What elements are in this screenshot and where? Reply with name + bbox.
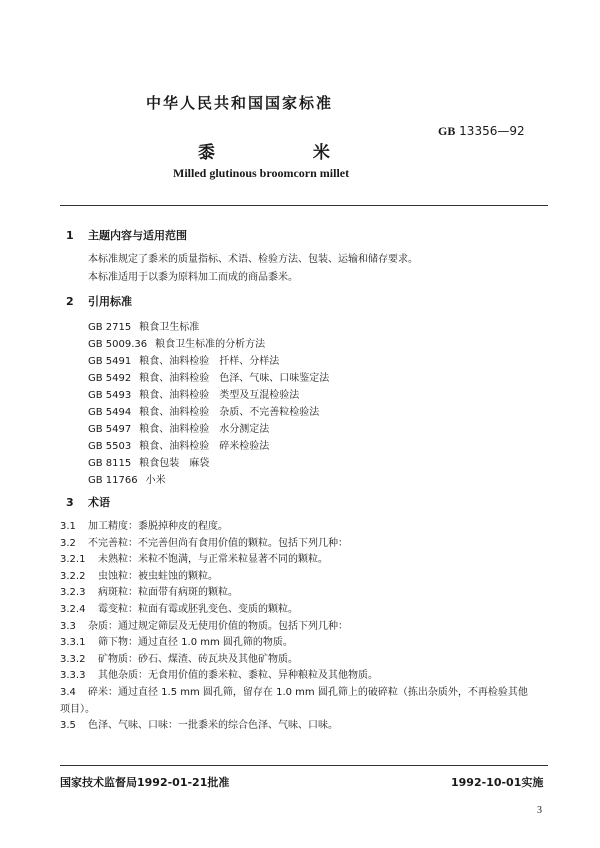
- term-number: 3.5: [60, 720, 76, 732]
- term-item: [60, 617, 348, 632]
- document-title-english: Milled glutinous broomcorn millet: [173, 166, 350, 180]
- term-number: 3.2: [60, 537, 76, 549]
- standard-number: [438, 124, 525, 139]
- document-title: 黍 米: [198, 143, 376, 163]
- section-2-heading: 2 引用标准: [66, 295, 132, 308]
- approval-line: 国家技术监督局1992-01-21批准: [60, 776, 230, 789]
- reference-title: 粮食、油料检验 碎米检验法: [139, 441, 270, 452]
- term-number: 3.4: [60, 687, 76, 698]
- reference-item: [88, 352, 279, 367]
- term-number: 3.3.1: [60, 637, 86, 649]
- reference-item: [88, 471, 166, 486]
- reference-code: GB 5491: [88, 356, 132, 367]
- reference-item: [88, 454, 209, 469]
- section-1-paragraph: 本标准规定了黍米的质量指标、术语、检验方法、包装、运输和储存要求。: [88, 254, 418, 265]
- term-item: [60, 683, 528, 698]
- reference-title: 粮食、油料检验 水分测定法: [139, 424, 270, 435]
- term-text: 筛下物：通过直径 1.0 mm 圆孔筛的物质。: [98, 637, 293, 649]
- term-item: [60, 666, 378, 681]
- term-item: [60, 534, 348, 549]
- reference-item: [88, 335, 265, 350]
- term-text: 碎米：通过直径 1.5 mm 圆孔筛，留存在 1.0 mm 圆孔筛上的破碎粒（拣出杂质外，不再检验其他: [88, 687, 528, 698]
- reference-item: [88, 403, 319, 418]
- reference-code: GB 2715: [88, 322, 132, 333]
- reference-code: GB 5493: [88, 390, 132, 401]
- page-number: 3: [537, 805, 542, 816]
- term-item: [60, 583, 238, 598]
- term-item: [60, 716, 338, 731]
- reference-title: 粮食、油料检验 类型及互混检验法: [139, 390, 300, 401]
- term-number: 3.2.3: [60, 587, 86, 599]
- header-divider: [60, 205, 548, 206]
- reference-code: GB 11766: [88, 475, 138, 486]
- section-1-heading: 1 主题内容与适用范围: [66, 229, 187, 242]
- reference-code: GB 5497: [88, 424, 132, 435]
- term-text: 加工精度：黍脱掉种皮的程度。: [88, 521, 228, 532]
- term-text: 杂质：通过规定筛层及无使用价值的物质。包括下列几种：: [88, 620, 348, 632]
- term-text: 项目）。: [60, 703, 95, 715]
- term-number: 3.2.4: [60, 604, 86, 615]
- term-item: [60, 600, 298, 615]
- reference-item: [88, 369, 329, 384]
- term-text: 霉变粒：粒面有霉或胚乳变色、变质的颗粒。: [98, 604, 298, 615]
- reference-title: 粮食卫生标准的分析方法: [155, 339, 266, 350]
- term-text: 其他杂质：无食用价值的黍米粒、黍粒、异种粮粒及其他物质。: [98, 670, 378, 682]
- reference-code: GB 8115: [88, 458, 132, 469]
- reference-title: 粮食包装 麻袋: [139, 458, 210, 469]
- standard-code: 13356—92: [459, 124, 525, 138]
- reference-code: GB 5503: [88, 441, 132, 452]
- term-number: 3.3.3: [60, 670, 86, 682]
- term-item: [60, 650, 298, 665]
- footer-divider: [60, 765, 548, 766]
- term-text: 病斑粒：粒面带有病斑的颗粒。: [98, 587, 238, 599]
- reference-code: GB 5494: [88, 407, 132, 418]
- term-item: [60, 517, 228, 532]
- section-3-heading: 3 术语: [66, 496, 110, 509]
- term-item: [60, 700, 95, 715]
- term-text: 矿物质：砂石、煤渣、砖瓦块及其他矿物质。: [98, 653, 298, 665]
- reference-title: 粮食、油料检验 杂质、不完善粒检验法: [139, 407, 320, 418]
- standard-prefix: GB: [438, 124, 456, 138]
- term-text: 不完善粒：不完善但尚有食用价值的颗粒。包括下列几种：: [88, 537, 348, 549]
- section-1-paragraph: 本标准适用于以黍为原料加工而成的商品黍米。: [88, 272, 298, 283]
- term-text: 色泽、气味、口味：一批黍米的综合色泽、气味、口味。: [88, 720, 338, 732]
- reference-code: GB 5009.36: [88, 339, 148, 350]
- term-number: 3.2.2: [60, 570, 86, 582]
- term-number: 3.3.2: [60, 653, 86, 665]
- reference-code: GB 5492: [88, 373, 132, 384]
- reference-title: 粮食卫生标准: [139, 322, 200, 333]
- term-item: [60, 550, 328, 565]
- term-item: [60, 633, 293, 648]
- reference-title: 粮食、油料检验 色泽、气味、口味鉴定法: [139, 373, 330, 384]
- reference-item: [88, 318, 199, 333]
- term-text: 虫蚀粒：被虫蛀蚀的颗粒。: [98, 570, 218, 582]
- reference-title: 粮食、油料检验 扦样、分样法: [139, 356, 280, 367]
- term-number: 3.1: [60, 521, 76, 532]
- reference-item: [88, 386, 299, 401]
- term-text: 未熟粒：米粒不饱满，与正常米粒显著不同的颗粒。: [98, 554, 328, 566]
- implementation-line: 1992-10-01实施: [451, 776, 544, 789]
- reference-title: 小米: [145, 475, 166, 486]
- term-number: 3.3: [60, 620, 76, 632]
- reference-item: [88, 437, 269, 452]
- national-standard-heading: 中华人民共和国国家标准: [146, 94, 334, 112]
- term-number: 3.2.1: [60, 554, 86, 566]
- term-item: [60, 567, 218, 582]
- reference-item: [88, 420, 269, 435]
